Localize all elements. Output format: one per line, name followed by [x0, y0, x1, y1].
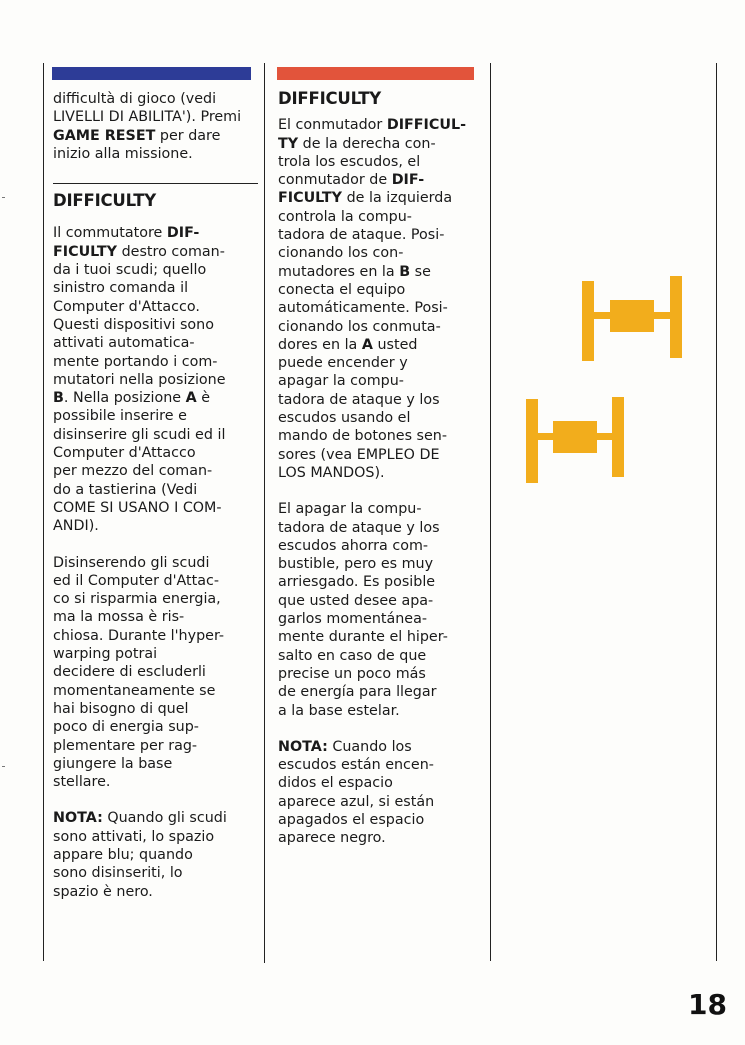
italian-paragraph-2: Disinserendo gli scudi ed il Computer d'Attac- co si risparmia energia, ma la mossa è ris- chiosa. Durante l'hyper- warping potrai decidere di escluderli momentaneamente se hai bisogno di quel poco di energia sup- plementare per rag- giungere la base stellare.: [53, 554, 225, 791]
spanish-column: [278, 90, 486, 848]
spanish-color-bar: [277, 67, 474, 80]
page-number: 18: [688, 988, 727, 1021]
italian-column: [53, 90, 258, 901]
italian-heading: DIFFICULTY: [53, 191, 157, 211]
column-rule-right: [490, 63, 491, 961]
column-rule-far-right: [716, 63, 717, 961]
tie-fighter-icon: [582, 276, 682, 366]
italian-paragraph-1: Il commutatore DIF- FICULTY destro coman- da i tuoi scudi; quello sinistro comanda il Computer d'Attacco. Questi dispositivi sono attivati automatica- mente portando i com- mutatori nella posizione B. Nella posizione A è possibile inserire e disinserire gli scudi ed il Computer d'Attacco per mezzo del coman- do a tastierina (Vedi COME SI USANO I COM- ANDI).: [53, 225, 226, 535]
spanish-heading: DIFFICULTY: [278, 89, 382, 108]
spanish-note: NOTA: Cuando los escudos están encen- didos el espacio aparece azul, si están apagados el espacio aparece negro.: [278, 738, 435, 847]
column-rule-left: [43, 63, 44, 961]
edge-mark: [2, 766, 5, 767]
italian-color-bar: [52, 67, 251, 80]
tie-fighter-icon: [526, 397, 624, 485]
spanish-paragraph-1: El conmutador DIFFICUL- TY de la derecha con- trola los escudos, el conmutador de DIF- FICULTY de la izquierda controla la compu- tadora de ataque. Posi- cionando los con- mutadores en la B se conecta el equipo automáticamente. Posi- cionando los conmuta- dores en la A usted puede encender y apagar la compu- tadora de ataque y los escudos usando el mando de botones sen- sores (vea EMPLEO DE LOS MANDOS).: [278, 117, 467, 481]
italian-note: NOTA: Quando gli scudi sono attivati, lo spazio appare blu; quando sono disinseriti, lo spazio è nero.: [53, 810, 227, 900]
spanish-paragraph-2: El apagar la compu- tadora de ataque y los escudos ahorra com- bustible, pero es muy arriesgado. Es posible que usted desee apa- garlos momentánea- mente durante el hiper- salto en caso de que precise un poco más de energía para llegar a la base estelar.: [278, 501, 448, 719]
italian-divider: [53, 183, 258, 184]
column-rule-middle: [264, 63, 265, 963]
edge-mark: [2, 197, 5, 198]
italian-intro: difficultà di gioco (vedi LIVELLI DI ABILITA'). Premi GAME RESET per dare inizio alla missione.: [53, 91, 242, 162]
